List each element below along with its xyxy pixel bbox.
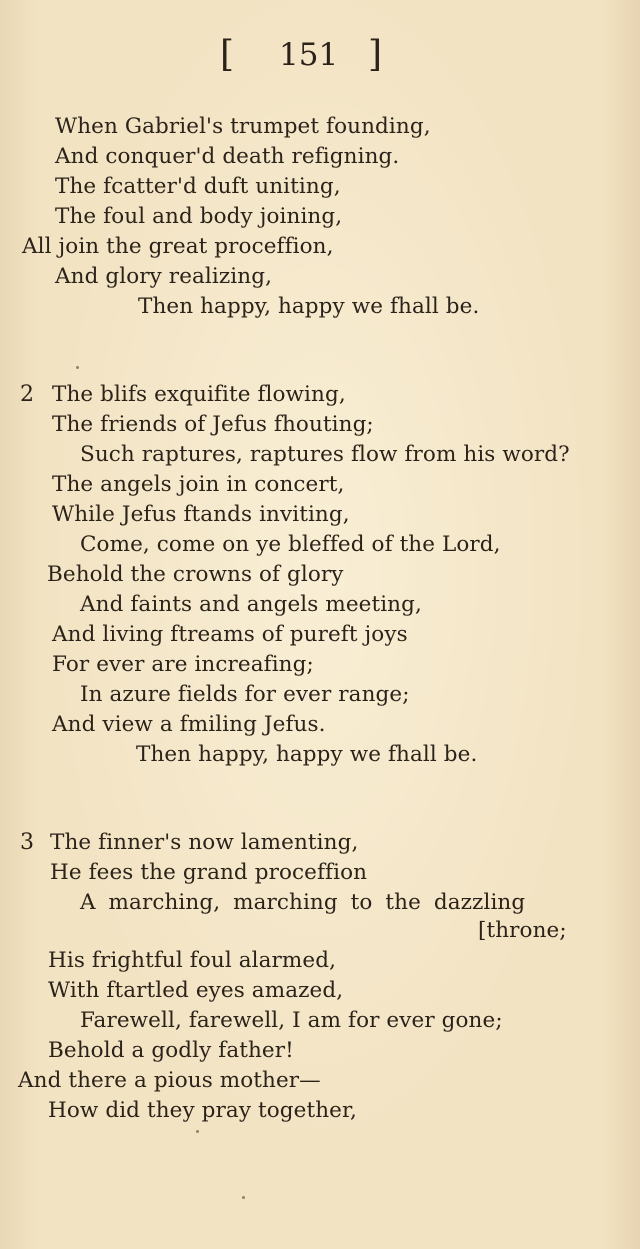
verse-line: For ever are increafing; bbox=[52, 652, 314, 677]
verse-line: And conquer'd death refigning. bbox=[55, 144, 400, 169]
verse-line: A marching, marching to the dazzling bbox=[80, 890, 526, 915]
verse-line: And view a fmiling Jefus. bbox=[52, 712, 326, 737]
refrain-line: Then happy, happy we fhall be. bbox=[136, 742, 478, 767]
verse-line: And glory realizing, bbox=[55, 264, 273, 289]
verse-line: He fees the grand proceffion bbox=[50, 860, 368, 885]
verse-line: The blifs exquifite flowing, bbox=[52, 382, 346, 407]
bracket-close: ] bbox=[368, 34, 383, 75]
verse-line: When Gabriel's trumpet founding, bbox=[55, 114, 431, 139]
verse-line: Behold the crowns of glory bbox=[47, 562, 344, 587]
verse-line: While Jefus ftands inviting, bbox=[52, 502, 350, 527]
verse-line: Behold a godly father! bbox=[48, 1038, 294, 1063]
verse-line: Such raptures, raptures flow from his word? bbox=[80, 442, 570, 467]
verse-line: And living ftreams of pureft joys bbox=[52, 622, 408, 647]
verse-line: The foul and body joining, bbox=[55, 204, 343, 229]
ink-speck bbox=[242, 1196, 245, 1199]
verse-line-turnover: [throne; bbox=[478, 918, 567, 943]
verse-line: All join the great proceffion, bbox=[22, 234, 334, 259]
refrain-line: Then happy, happy we fhall be. bbox=[138, 294, 480, 319]
verse-line: Come, come on ye bleffed of the Lord, bbox=[80, 532, 501, 557]
ink-speck bbox=[196, 1130, 199, 1133]
verse-line: In azure fields for ever range; bbox=[80, 682, 410, 707]
verse-line: And there a pious mother— bbox=[18, 1068, 321, 1093]
verse-line: The angels join in concert, bbox=[52, 472, 345, 497]
verse-line: How did they pray together, bbox=[48, 1098, 357, 1123]
verse-line: The finner's now lamenting, bbox=[50, 830, 359, 855]
verse-line: The fcatter'd duft uniting, bbox=[55, 174, 341, 199]
ink-speck bbox=[76, 366, 79, 369]
verse-line: With ftartled eyes amazed, bbox=[48, 978, 344, 1003]
stanza-number: 2 bbox=[20, 382, 34, 407]
verse-line: The friends of Jefus fhouting; bbox=[52, 412, 374, 437]
verse-line: Farewell, farewell, I am for ever gone; bbox=[80, 1008, 503, 1033]
page-number: 151 bbox=[279, 37, 339, 73]
stanza-number: 3 bbox=[20, 830, 34, 855]
verse-line: And faints and angels meeting, bbox=[80, 592, 422, 617]
page-header bbox=[220, 30, 390, 80]
bracket-open: [ bbox=[220, 34, 235, 75]
verse-line: His frightful foul alarmed, bbox=[48, 948, 337, 973]
